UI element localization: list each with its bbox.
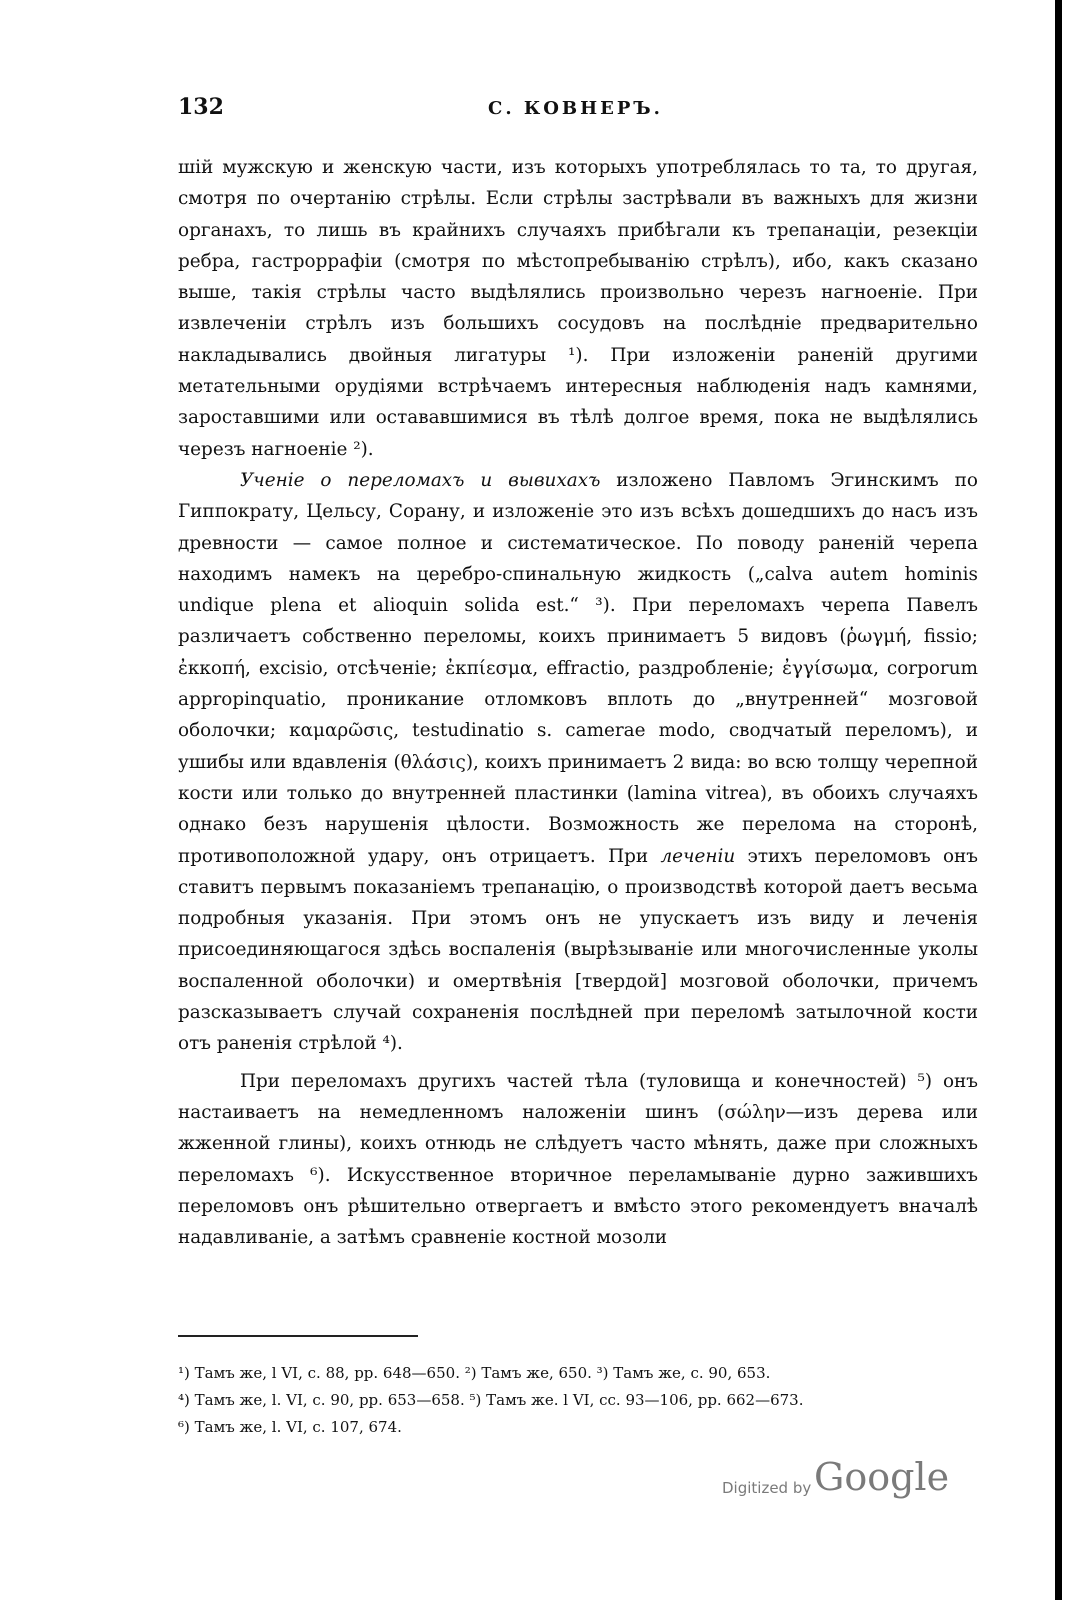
paragraph-3: При переломахъ другихъ частей тѣла (туловища и конечностей) ⁵) онъ настаиваетъ на немедленномъ наложеніи шинъ (σώλην—изъ дерева или жженной глины), коихъ отнюдь не слѣдуетъ часто мѣнять, даже при сложныхъ переломахъ ⁶). Искусственное вторичное переламываніе дурно зажившихъ переломовъ онъ рѣшительно отвергаетъ и вмѣсто этого рекомендуетъ вначалѣ надавливаніе, а затѣмъ сравненіе костной мозоли — [178, 1070, 978, 1249]
page-number: 132 — [178, 94, 224, 120]
paragraph-2-text-end: этихъ переломовъ онъ ставитъ первымъ показаніемъ трепанацію, о производствѣ которой даетъ весьма подробныя указанія. При этомъ онъ не упускаетъ изъ виду и леченія присоединяющагося здѣсь воспаленія (вырѣзываніе или многочисленные уколы воспаленной оболочки) и омертвѣнія [твердой] мозговой оболочки, причемъ разсказываетъ случай сохраненія послѣдней при переломѣ затылочной кости отъ раненія стрѣлой ⁴). — [178, 845, 978, 1055]
watermark-prefix: Digitized by — [722, 1479, 812, 1497]
paragraph-2-text: изложено Павломъ Эгинскимъ по Гиппократу, Цельсу, Сорану, и изложеніе это изъ всѣхъ дошедшихъ до насъ изъ древности — самое полное и систематическое. По поводу раненій черепа находимъ намекъ на церебро-спинальную жидкость („calva autem hominis undique plena et alioquin solida est.“ ³). При переломахъ черепа Павелъ различаетъ собственно переломы, коихъ принимаетъ 5 видовъ (ῥωγμή, fissio; ἐκκοπή, excisio, отсѣченіе; ἐκπίεσμα, effractio, раздробленіе; ἐγγίσωμα, corporum appropinquatio, проникание отломковъ вплоть до „внутренней“ мозговой оболочки; καμαρῶσις, testudinatio s. camerae modo, сводчатый переломъ), и ушибы или вдавленія (θλάσις), коихъ принимаетъ 2 вида: во всю толщу черепной кости или только до внутренней пластинки (lamina vitrea), въ обоихъ случаяхъ однако безъ нарушенія цѣлости. Возможность же перелома на сторонѣ, противоположной удару, онъ отрицаетъ. При — [178, 469, 978, 867]
page-header — [178, 94, 978, 124]
footnote-line-3: ⁶) Тамъ же, l. VI, c. 107, 674. — [178, 1418, 402, 1436]
running-head: С. КОВНЕРЪ. — [488, 98, 663, 119]
footnote-line-1: ¹) Тамъ же, l VI, c. 88, pp. 648—650. ²) Тамъ же, 650. ³) Тамъ же, с. 90, 653. — [178, 1364, 771, 1382]
paragraph-2-italic-term: леченіи — [660, 845, 736, 867]
digitized-watermark — [722, 1455, 950, 1505]
footnote-divider — [178, 1335, 418, 1337]
body-text — [178, 152, 978, 1253]
footnote-line-2: ⁴) Тамъ же, l. VI, c. 90, pp. 653—658. ⁵) Тамъ же. l VI, cc. 93—106, pp. 662—673. — [178, 1391, 804, 1409]
footnotes — [178, 1360, 978, 1441]
paragraph-2 — [178, 465, 978, 1060]
paragraph-1: шій мужскую и женскую части, изъ которыхъ употреблялась то та, то другая, смотря по очертанію стрѣлы. Если стрѣлы застрѣвали въ важныхъ для жизни органахъ, то лишь въ крайнихъ случаяхъ прибѣгали къ трепанаціи, резекціи ребра, гастроррафіи (смотря по мѣстопребыванію стрѣлъ), ибо, какъ сказано выше, такія стрѣлы часто выдѣлялись произвольно черезъ нагноеніе. При извлеченіи стрѣлъ изъ большихъ сосудовъ на послѣдніе предварительно накладывались двойныя лигатуры ¹). При изложеніи раненій другими метательными орудіями встрѣчаемъ интересныя наблюденія надъ камнями, зароставшими или остававшимися въ тѣлѣ долгое время, пока не выдѣлялись черезъ нагноеніе ²). — [178, 157, 978, 460]
google-logo: Google — [814, 1455, 950, 1499]
paragraph-2-italic-heading: Ученіе о переломахъ и вывихахъ — [240, 469, 601, 491]
page-edge-bar — [1055, 0, 1062, 1600]
